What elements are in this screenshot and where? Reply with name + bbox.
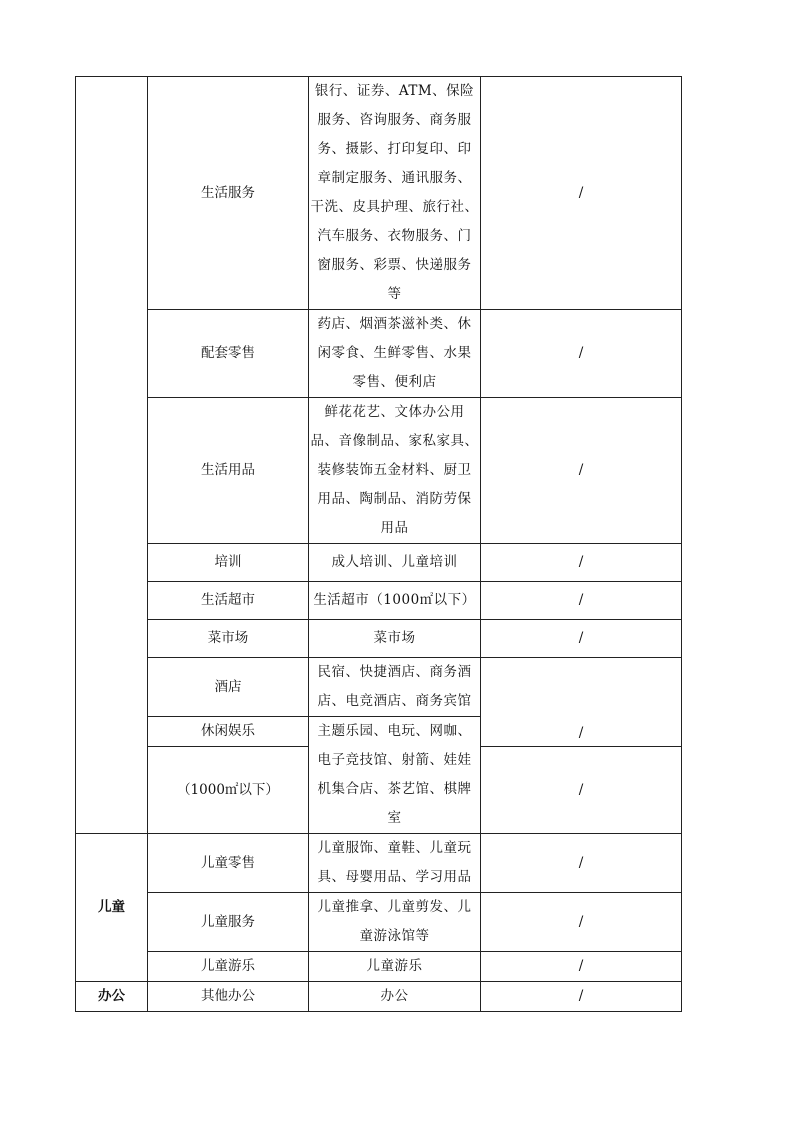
table-row [76,893,682,952]
table-row [76,952,682,982]
subcategory-cell: 生活用品 [148,398,309,544]
table-row [76,658,682,717]
subcategory-cell: 其他办公 [148,982,309,1012]
table-row [76,544,682,582]
description-cell: 儿童服饰、童鞋、儿童玩 具、母婴用品、学习用品 [309,834,481,893]
table-row [76,310,682,398]
table-row [76,77,682,310]
description-cell: 银行、证券、ATM、保险 服务、咨询服务、商务服 务、摄影、打印复印、印 章制定服务、通讯服务、 干洗、皮具护理、旅行社、 汽车服务、衣物服务、门 窗服务、彩票、快递服务 等 [309,77,481,310]
mark-cell: / [481,398,682,544]
subcategory-cell: （1000㎡以下） [148,747,309,834]
mark-cell: / [481,747,682,834]
description-cell: 民宿、快捷酒店、商务酒 店、电竞酒店、商务宾馆 [309,658,481,717]
table-row [76,620,682,658]
subcategory-cell: 培训 [148,544,309,582]
category-cell: 办公 [76,982,148,1012]
description-cell: 主题乐园、电玩、网咖、 电子竞技馆、射箭、娃娃 机集合店、茶艺馆、棋牌 室 [309,717,481,834]
description-cell: 药店、烟酒茶滋补类、休 闲零食、生鲜零售、水果 零售、便利店 [309,310,481,398]
description-cell: 儿童推拿、儿童剪发、儿 童游泳馆等 [309,893,481,952]
description-cell: 成人培训、儿童培训 [309,544,481,582]
mark-cell: / [481,77,682,310]
subcategory-cell: 生活服务 [148,77,309,310]
mark-cell: / [481,893,682,952]
table-row [76,834,682,893]
subcategory-cell: 酒店 [148,658,309,717]
description-cell: 鲜花花艺、文体办公用 品、音像制品、家私家具、 装修装饰五金材料、厨卫 用品、陶制品、消防劳保 用品 [309,398,481,544]
description-cell: 办公 [309,982,481,1012]
subcategory-cell: 菜市场 [148,620,309,658]
description-cell: 儿童游乐 [309,952,481,982]
subcategory-cell: 休闲娱乐 [148,717,309,747]
table-row [76,582,682,620]
description-cell: 生活超市（1000㎡以下） [309,582,481,620]
category-cell: 儿童 [76,834,148,982]
category-cell-empty [76,77,148,834]
subcategory-cell: 配套零售 [148,310,309,398]
table-row [76,398,682,544]
subcategory-cell: 儿童服务 [148,893,309,952]
business-category-table [75,76,682,1012]
subcategory-cell: 生活超市 [148,582,309,620]
mark-cell: / [481,310,682,398]
mark-cell: / [481,952,682,982]
mark-cell: / [481,544,682,582]
mark-cell: / [481,834,682,893]
mark-cell: / [481,982,682,1012]
description-cell: 菜市场 [309,620,481,658]
table-row [76,982,682,1012]
mark-cell: / [481,620,682,658]
mark-cell: / [481,658,682,747]
mark-cell: / [481,582,682,620]
subcategory-cell: 儿童零售 [148,834,309,893]
subcategory-cell: 儿童游乐 [148,952,309,982]
